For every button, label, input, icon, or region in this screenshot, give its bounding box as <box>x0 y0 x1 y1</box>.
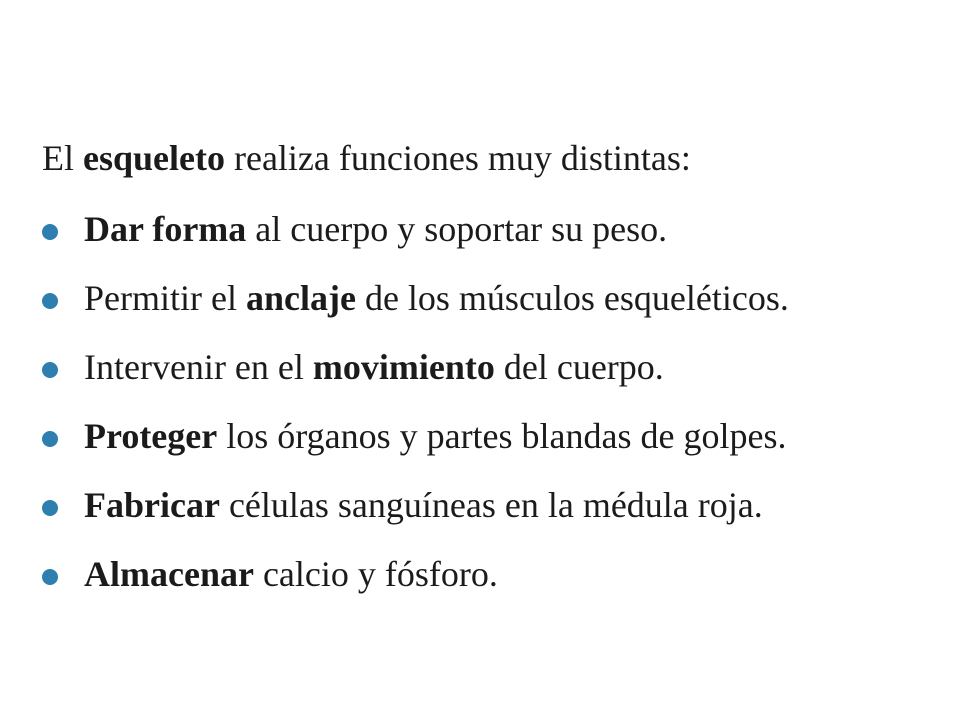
item-text-before: Intervenir en el <box>84 347 313 387</box>
item-text-after: de los músculos esqueléticos. <box>355 278 789 318</box>
intro-text-after: realiza funciones muy distintas: <box>224 138 691 178</box>
item-text-before: Permitir el <box>84 278 246 318</box>
list-item-movimiento <box>42 337 789 406</box>
list-item-proteger <box>42 406 789 475</box>
item-bold-term: Proteger <box>84 416 218 456</box>
list-item-dar-forma <box>42 199 789 268</box>
bullet-icon <box>42 293 58 309</box>
item-bold-term: Fabricar <box>84 485 220 525</box>
item-text-after: calcio y fósforo. <box>253 554 498 594</box>
bullet-icon <box>42 362 58 378</box>
bullet-icon <box>42 431 58 447</box>
item-text-after: células sanguíneas en la médula roja. <box>219 485 763 525</box>
item-text-after: al cuerpo y soportar su peso. <box>246 209 668 249</box>
intro-bold-term: esqueleto <box>83 138 225 178</box>
item-bold-term: anclaje <box>245 278 356 318</box>
intro-text-before: El <box>42 138 83 178</box>
intro-sentence <box>42 128 691 188</box>
item-bold-term: Dar forma <box>84 209 247 249</box>
item-bold-term: Almacenar <box>84 554 254 594</box>
bullet-icon <box>42 224 58 240</box>
item-text-after: los órganos y partes blandas de golpes. <box>217 416 787 456</box>
item-bold-term: movimiento <box>312 347 495 387</box>
bullet-icon <box>42 569 58 585</box>
list-item-anclaje <box>42 268 789 337</box>
item-text-after: del cuerpo. <box>494 347 664 387</box>
function-list <box>42 199 789 613</box>
list-item-almacenar <box>42 544 789 613</box>
list-item-fabricar <box>42 475 789 544</box>
bullet-icon <box>42 500 58 516</box>
